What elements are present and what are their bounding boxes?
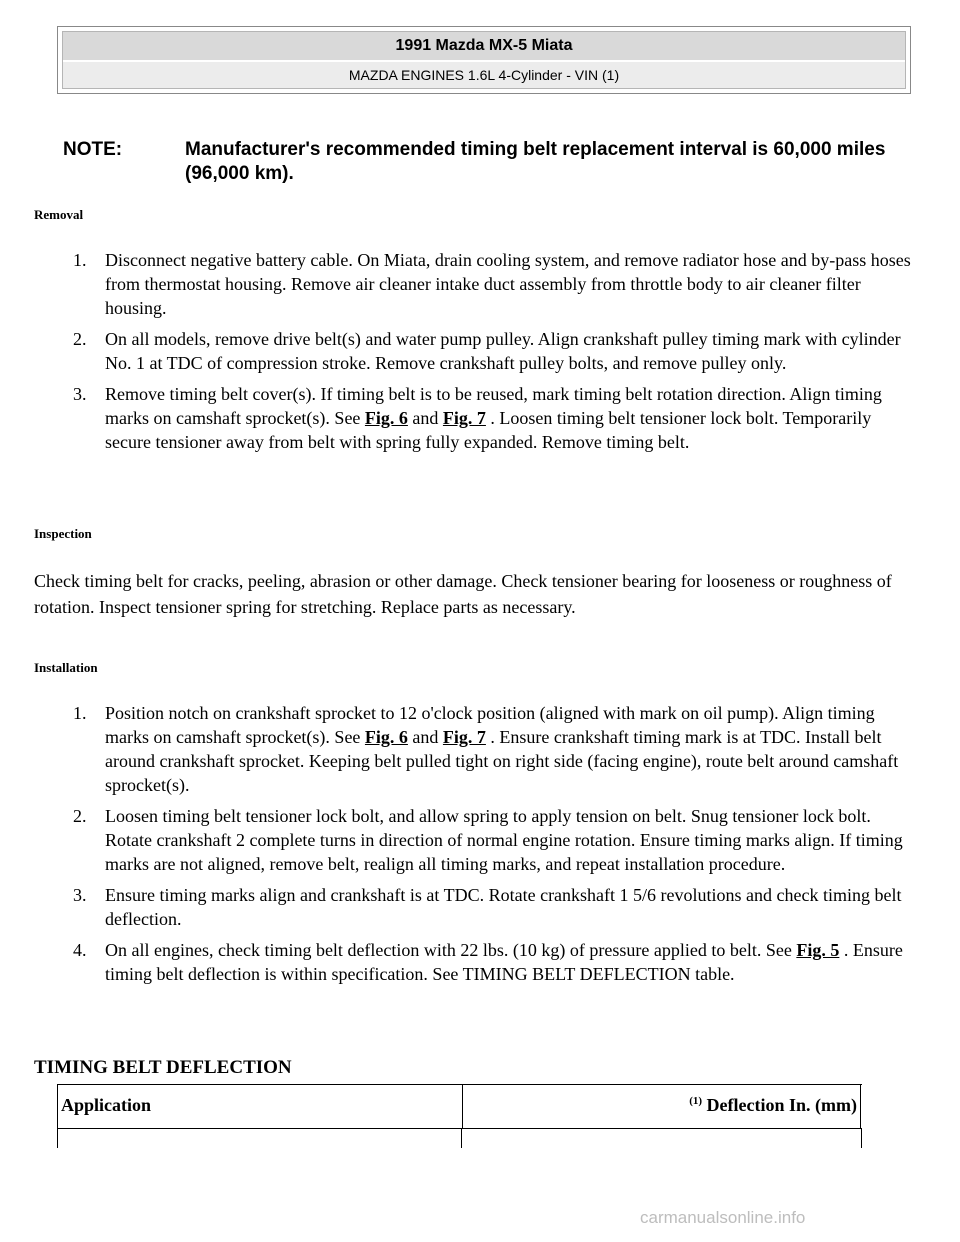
note-label: NOTE: bbox=[63, 139, 123, 160]
footnote-marker: (1) bbox=[689, 1095, 703, 1107]
step-number: 2. bbox=[73, 806, 87, 826]
fig-5-link[interactable]: Fig. 5 bbox=[796, 940, 840, 960]
step-text: Ensure timing marks align and crankshaft is at TDC. Rotate crankshaft 1 5/6 revolutions and check timing belt deflection. bbox=[105, 885, 902, 929]
installation-step-4 bbox=[34, 938, 914, 986]
installation-step-2 bbox=[34, 804, 914, 876]
step-number: 3. bbox=[73, 384, 87, 404]
removal-step-1 bbox=[34, 248, 914, 320]
column-header-deflection bbox=[689, 1095, 857, 1116]
installation-step-1 bbox=[34, 701, 914, 797]
inspection-heading: Inspection bbox=[34, 526, 92, 541]
document-header bbox=[57, 26, 911, 94]
step-text-part: On all engines, check timing belt deflection with 22 lbs. (10 kg) of pressure applied to belt. See bbox=[105, 940, 797, 960]
step-text-part: Position notch on crankshaft sprocket to 12 o'clock position (aligned with mark on oil pump). Align timing marks on camshaft sprocket(s). See bbox=[105, 703, 875, 747]
removal-heading: Removal bbox=[34, 207, 84, 222]
step-number: 3. bbox=[73, 885, 87, 905]
header-title: 1991 Mazda MX-5 Miata bbox=[63, 32, 905, 60]
table-title: TIMING BELT DEFLECTION bbox=[34, 1057, 292, 1078]
installation-step-3 bbox=[34, 883, 914, 931]
step-text-part: Remove timing belt cover(s). If timing belt is to be reused, mark timing belt rotation direction. Align timing marks on camshaft sprocket(s). See bbox=[105, 384, 882, 428]
step-text: Disconnect negative battery cable. On Miata, drain cooling system, and remove radiator hose and by-pass hoses from thermostat housing. Remove air cleaner intake duct assembly from throttle body to air cleaner filter housing. bbox=[105, 250, 911, 318]
footer-watermark: carmanualsonline.info bbox=[640, 1208, 806, 1227]
step-number: 2. bbox=[73, 329, 87, 349]
deflection-table bbox=[57, 1084, 862, 1129]
installation-heading: Installation bbox=[34, 660, 98, 675]
table-header-application bbox=[57, 1085, 463, 1129]
installation-steps bbox=[34, 701, 914, 993]
column-header-text: Deflection In. (mm) bbox=[702, 1095, 857, 1115]
table-divider bbox=[57, 1128, 58, 1148]
column-header-application: Application bbox=[61, 1095, 152, 1115]
step-number: 1. bbox=[73, 250, 87, 270]
removal-steps bbox=[34, 248, 914, 461]
note-text: Manufacturer's recommended timing belt replacement interval is 60,000 miles (96,000 km). bbox=[185, 139, 886, 184]
removal-step-3 bbox=[34, 382, 914, 454]
step-text bbox=[75, 701, 914, 797]
step-text-part: . Ensure crankshaft timing mark is at TDC. Install belt around crankshaft sprocket. Keeping belt pulled tight on right side (facing engine), route belt around camshaft sprocket(s). bbox=[105, 727, 899, 795]
fig-6-link[interactable]: Fig. 6 bbox=[364, 727, 408, 747]
fig-6-link[interactable]: Fig. 6 bbox=[364, 408, 408, 428]
inspection-text: Check timing belt for cracks, peeling, abrasion or other damage. Check tensioner bearing for looseness or roughness of rotation. Inspect tensioner spring for stretching. Replace parts as necessary. bbox=[34, 571, 892, 617]
table-row bbox=[57, 1128, 862, 1148]
table-header-deflection bbox=[462, 1085, 861, 1129]
table-divider bbox=[461, 1128, 462, 1148]
step-number: 4. bbox=[73, 940, 87, 960]
fig-7-link[interactable]: Fig. 7 bbox=[442, 727, 486, 747]
fig-7-link[interactable]: Fig. 7 bbox=[442, 408, 486, 428]
removal-step-2 bbox=[34, 327, 914, 375]
step-text bbox=[75, 382, 914, 454]
step-text-part: and bbox=[407, 408, 443, 428]
table-divider bbox=[861, 1128, 862, 1148]
step-text bbox=[75, 938, 914, 986]
step-text: On all models, remove drive belt(s) and water pump pulley. Align crankshaft pulley timing mark with cylinder No. 1 at TDC of compression stroke. Remove crankshaft pulley bolts, and remove pulley only. bbox=[105, 329, 901, 373]
header-frame bbox=[62, 31, 906, 89]
header-subtitle: MAZDA ENGINES 1.6L 4-Cylinder - VIN (1) bbox=[63, 62, 905, 88]
step-text: Loosen timing belt tensioner lock bolt, and allow spring to apply tension on belt. Snug tensioner lock bolt. Rotate crankshaft 2 complete turns in direction of normal engine rotation. Ensure timing marks align. If timing marks are not aligned, remove belt, realign all timing marks, and repeat installation procedure. bbox=[105, 806, 903, 874]
step-text-part: . Loosen timing belt tensioner lock bolt. Temporarily secure tensioner away from belt with spring fully expanded. Remove timing belt. bbox=[105, 408, 872, 452]
step-number: 1. bbox=[73, 703, 87, 723]
step-text-part: . Ensure timing belt deflection is within specification. See TIMING BELT DEFLECTION table. bbox=[105, 940, 903, 984]
step-text-part: and bbox=[407, 727, 443, 747]
